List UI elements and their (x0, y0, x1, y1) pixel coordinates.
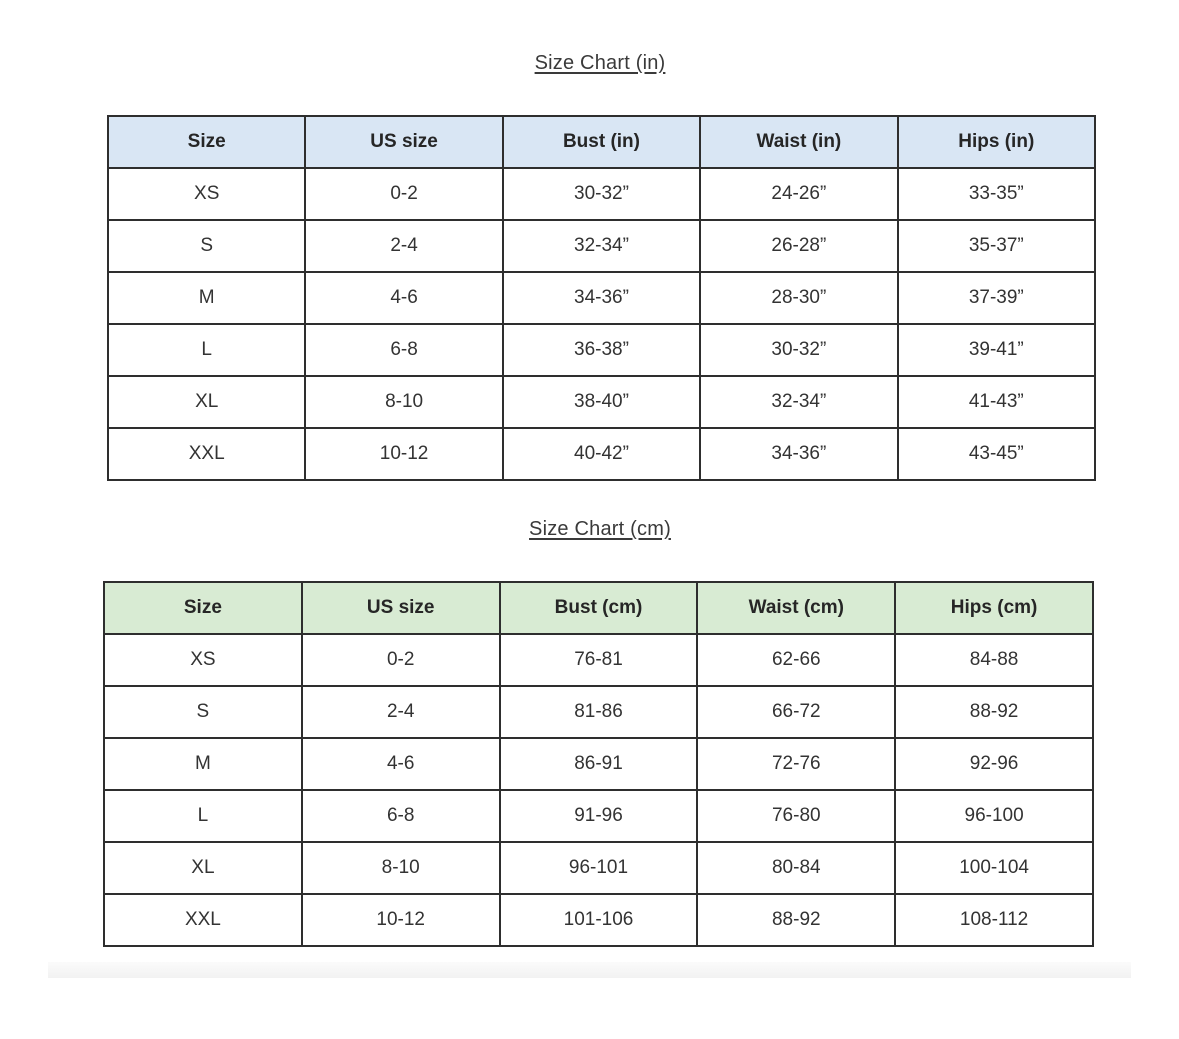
cell-waist: 28-30” (700, 272, 897, 324)
cell-size: XXL (104, 894, 302, 946)
cell-waist: 72-76 (697, 738, 895, 790)
cell-waist: 30-32” (700, 324, 897, 376)
cell-bust: 96-101 (500, 842, 698, 894)
header-us-size: US size (302, 582, 500, 634)
size-chart-cm-title: Size Chart (cm) (529, 518, 671, 540)
cell-waist: 26-28” (700, 220, 897, 272)
cell-us-size: 4-6 (302, 738, 500, 790)
cell-hips: 35-37” (898, 220, 1095, 272)
cell-size: XL (104, 842, 302, 894)
table-row (104, 634, 1093, 686)
cell-us-size: 0-2 (302, 634, 500, 686)
cell-waist: 80-84 (697, 842, 895, 894)
header-size: Size (104, 582, 302, 634)
cell-bust: 91-96 (500, 790, 698, 842)
cell-hips: 37-39” (898, 272, 1095, 324)
size-chart-in-title: Size Chart (in) (534, 52, 666, 74)
cell-us-size: 10-12 (305, 428, 502, 480)
cell-waist: 24-26” (700, 168, 897, 220)
cell-size: S (104, 686, 302, 738)
table-header-row (104, 582, 1093, 634)
cell-size: XS (108, 168, 305, 220)
cell-waist: 34-36” (700, 428, 897, 480)
header-bust: Bust (cm) (500, 582, 698, 634)
cell-hips: 88-92 (895, 686, 1093, 738)
cell-size: XXL (108, 428, 305, 480)
cell-size: S (108, 220, 305, 272)
cell-hips: 41-43” (898, 376, 1095, 428)
cell-us-size: 6-8 (305, 324, 502, 376)
cell-bust: 86-91 (500, 738, 698, 790)
cell-hips: 33-35” (898, 168, 1095, 220)
cell-size: L (108, 324, 305, 376)
cell-waist: 76-80 (697, 790, 895, 842)
cell-hips: 100-104 (895, 842, 1093, 894)
cell-bust: 30-32” (503, 168, 700, 220)
table-row (108, 324, 1095, 376)
cell-hips: 108-112 (895, 894, 1093, 946)
size-chart-cm-table (103, 581, 1094, 947)
table-row (104, 738, 1093, 790)
size-chart-in-table (107, 115, 1096, 481)
cell-size: L (104, 790, 302, 842)
header-hips: Hips (cm) (895, 582, 1093, 634)
cell-us-size: 8-10 (302, 842, 500, 894)
cell-waist: 66-72 (697, 686, 895, 738)
header-us-size: US size (305, 116, 502, 168)
table-row (104, 686, 1093, 738)
cell-hips: 96-100 (895, 790, 1093, 842)
cell-us-size: 8-10 (305, 376, 502, 428)
cell-bust: 101-106 (500, 894, 698, 946)
cell-us-size: 0-2 (305, 168, 502, 220)
cell-size: XL (108, 376, 305, 428)
table-row (108, 272, 1095, 324)
cell-bust: 32-34” (503, 220, 700, 272)
header-size: Size (108, 116, 305, 168)
cell-hips: 84-88 (895, 634, 1093, 686)
cell-waist: 62-66 (697, 634, 895, 686)
table-row (108, 168, 1095, 220)
cell-hips: 39-41” (898, 324, 1095, 376)
cell-waist: 88-92 (697, 894, 895, 946)
table-header-row (108, 116, 1095, 168)
cell-bust: 36-38” (503, 324, 700, 376)
cell-size: M (104, 738, 302, 790)
cell-us-size: 2-4 (302, 686, 500, 738)
table-row (108, 428, 1095, 480)
cell-bust: 38-40” (503, 376, 700, 428)
header-waist: Waist (cm) (697, 582, 895, 634)
cell-bust: 34-36” (503, 272, 700, 324)
table-row (104, 842, 1093, 894)
page-bottom-shadow (48, 962, 1131, 978)
header-hips: Hips (in) (898, 116, 1095, 168)
header-bust: Bust (in) (503, 116, 700, 168)
header-waist: Waist (in) (700, 116, 897, 168)
table-row (104, 790, 1093, 842)
cell-bust: 81-86 (500, 686, 698, 738)
cell-hips: 92-96 (895, 738, 1093, 790)
cell-hips: 43-45” (898, 428, 1095, 480)
cell-us-size: 10-12 (302, 894, 500, 946)
cell-size: M (108, 272, 305, 324)
cell-bust: 40-42” (503, 428, 700, 480)
cell-bust: 76-81 (500, 634, 698, 686)
cell-waist: 32-34” (700, 376, 897, 428)
cell-us-size: 2-4 (305, 220, 502, 272)
cell-us-size: 6-8 (302, 790, 500, 842)
cell-size: XS (104, 634, 302, 686)
table-row (108, 376, 1095, 428)
table-row (104, 894, 1093, 946)
table-row (108, 220, 1095, 272)
cell-us-size: 4-6 (305, 272, 502, 324)
